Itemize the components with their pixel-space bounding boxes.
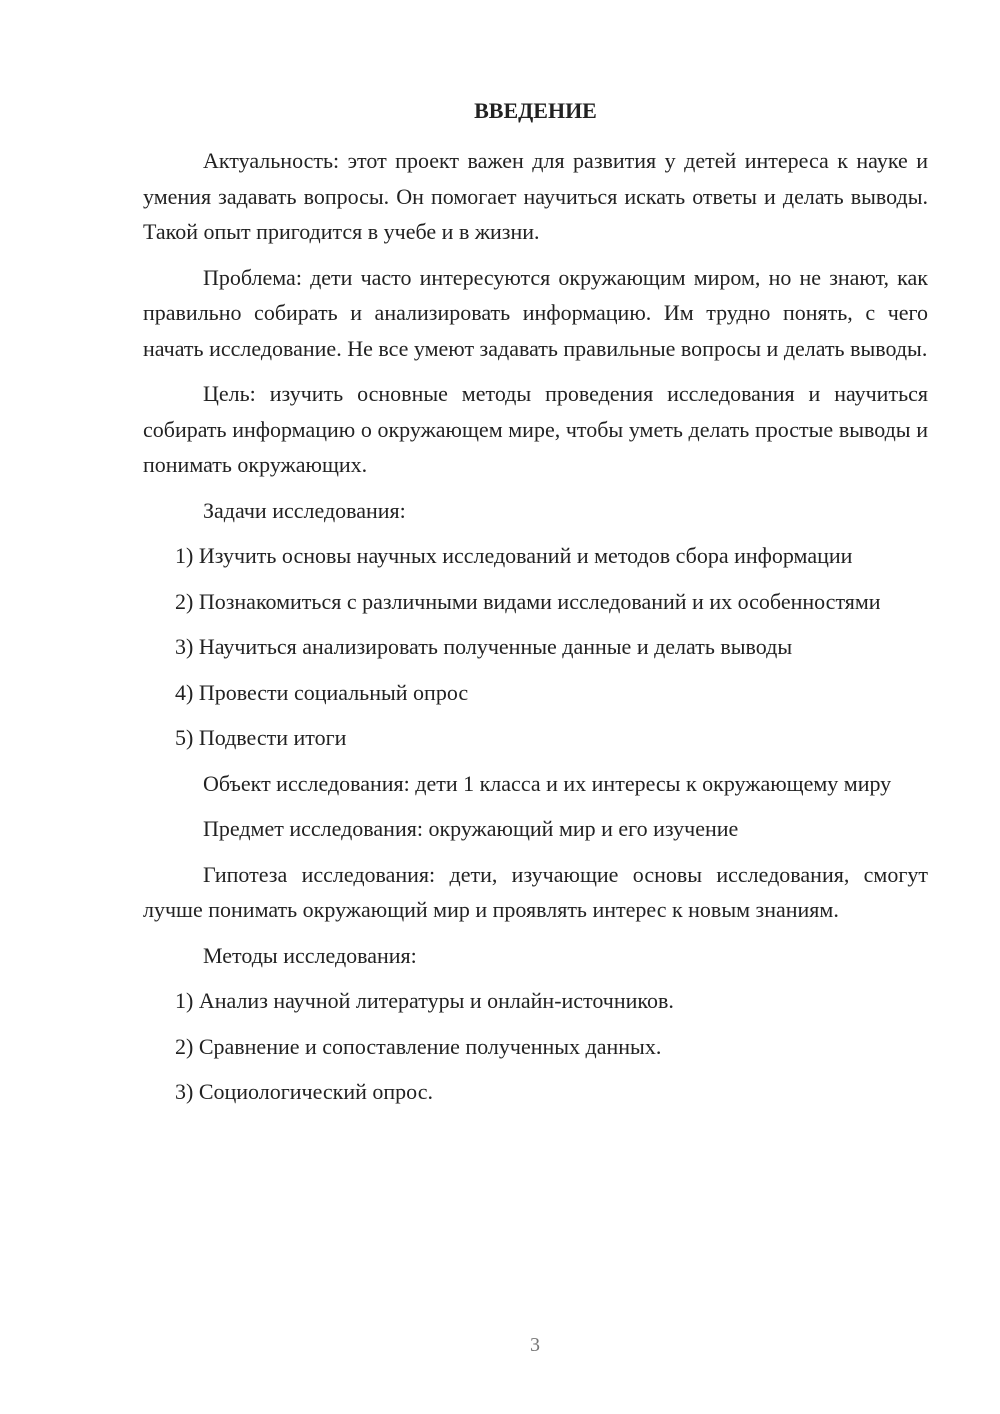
tasks-heading: Задачи исследования: — [203, 497, 406, 523]
methods-heading: Методы исследования: — [203, 942, 417, 968]
paragraph-object: Объект исследования: дети 1 класса и их интересы к окружающему миру — [203, 770, 892, 796]
method-item: 2) Сравнение и сопоставление полученных данных. — [175, 1033, 662, 1059]
method-item: 3) Социологический опрос. — [175, 1079, 433, 1104]
section-title: ВВЕДЕНИЕ — [474, 98, 597, 123]
method-item: 1) Анализ научной литературы и онлайн-источников. — [175, 988, 674, 1013]
page-number: 3 — [530, 1334, 540, 1356]
document-body — [143, 143, 928, 1120]
task-item: 1) Изучить основы научных исследований и методов сбора информации — [175, 543, 853, 568]
paragraph-subject: Предмет исследования: окружающий мир и его изучение — [203, 816, 739, 841]
task-item: 4) Провести социальный опрос — [175, 679, 469, 705]
task-item: 5) Подвести итоги — [175, 725, 347, 750]
task-item: 2) Познакомиться с различными видами исследований и их особенностями — [175, 588, 881, 614]
task-item: 3) Научиться анализировать полученные данные и делать выводы — [175, 634, 793, 659]
paragraph-hypothesis: Гипотеза исследования: дети, изучающие основы исследования, смогут лучше понимать окружающий мир и проявлять интерес к новым знаниям. — [143, 861, 928, 922]
paragraph-problem: Проблема: дети часто интересуются окружающим миром, но не знают, как правильно собирать и анализировать информацию. Им трудно понять, с чего начать исследование. Не все умеют задавать правильные вопросы и делать выводы. — [143, 264, 928, 361]
paragraph-goal: Цель: изучить основные методы проведения исследования и научиться собирать информацию о окружающем мире, чтобы уметь делать простые выводы и понимать окружающих. — [143, 381, 928, 477]
paragraph-relevance: Актуальность: этот проект важен для развития у детей интереса к науке и умения задавать вопросы. Он помогает научиться искать ответы и делать выводы. Такой опыт пригодится в учебе и в жизни. — [143, 148, 928, 244]
